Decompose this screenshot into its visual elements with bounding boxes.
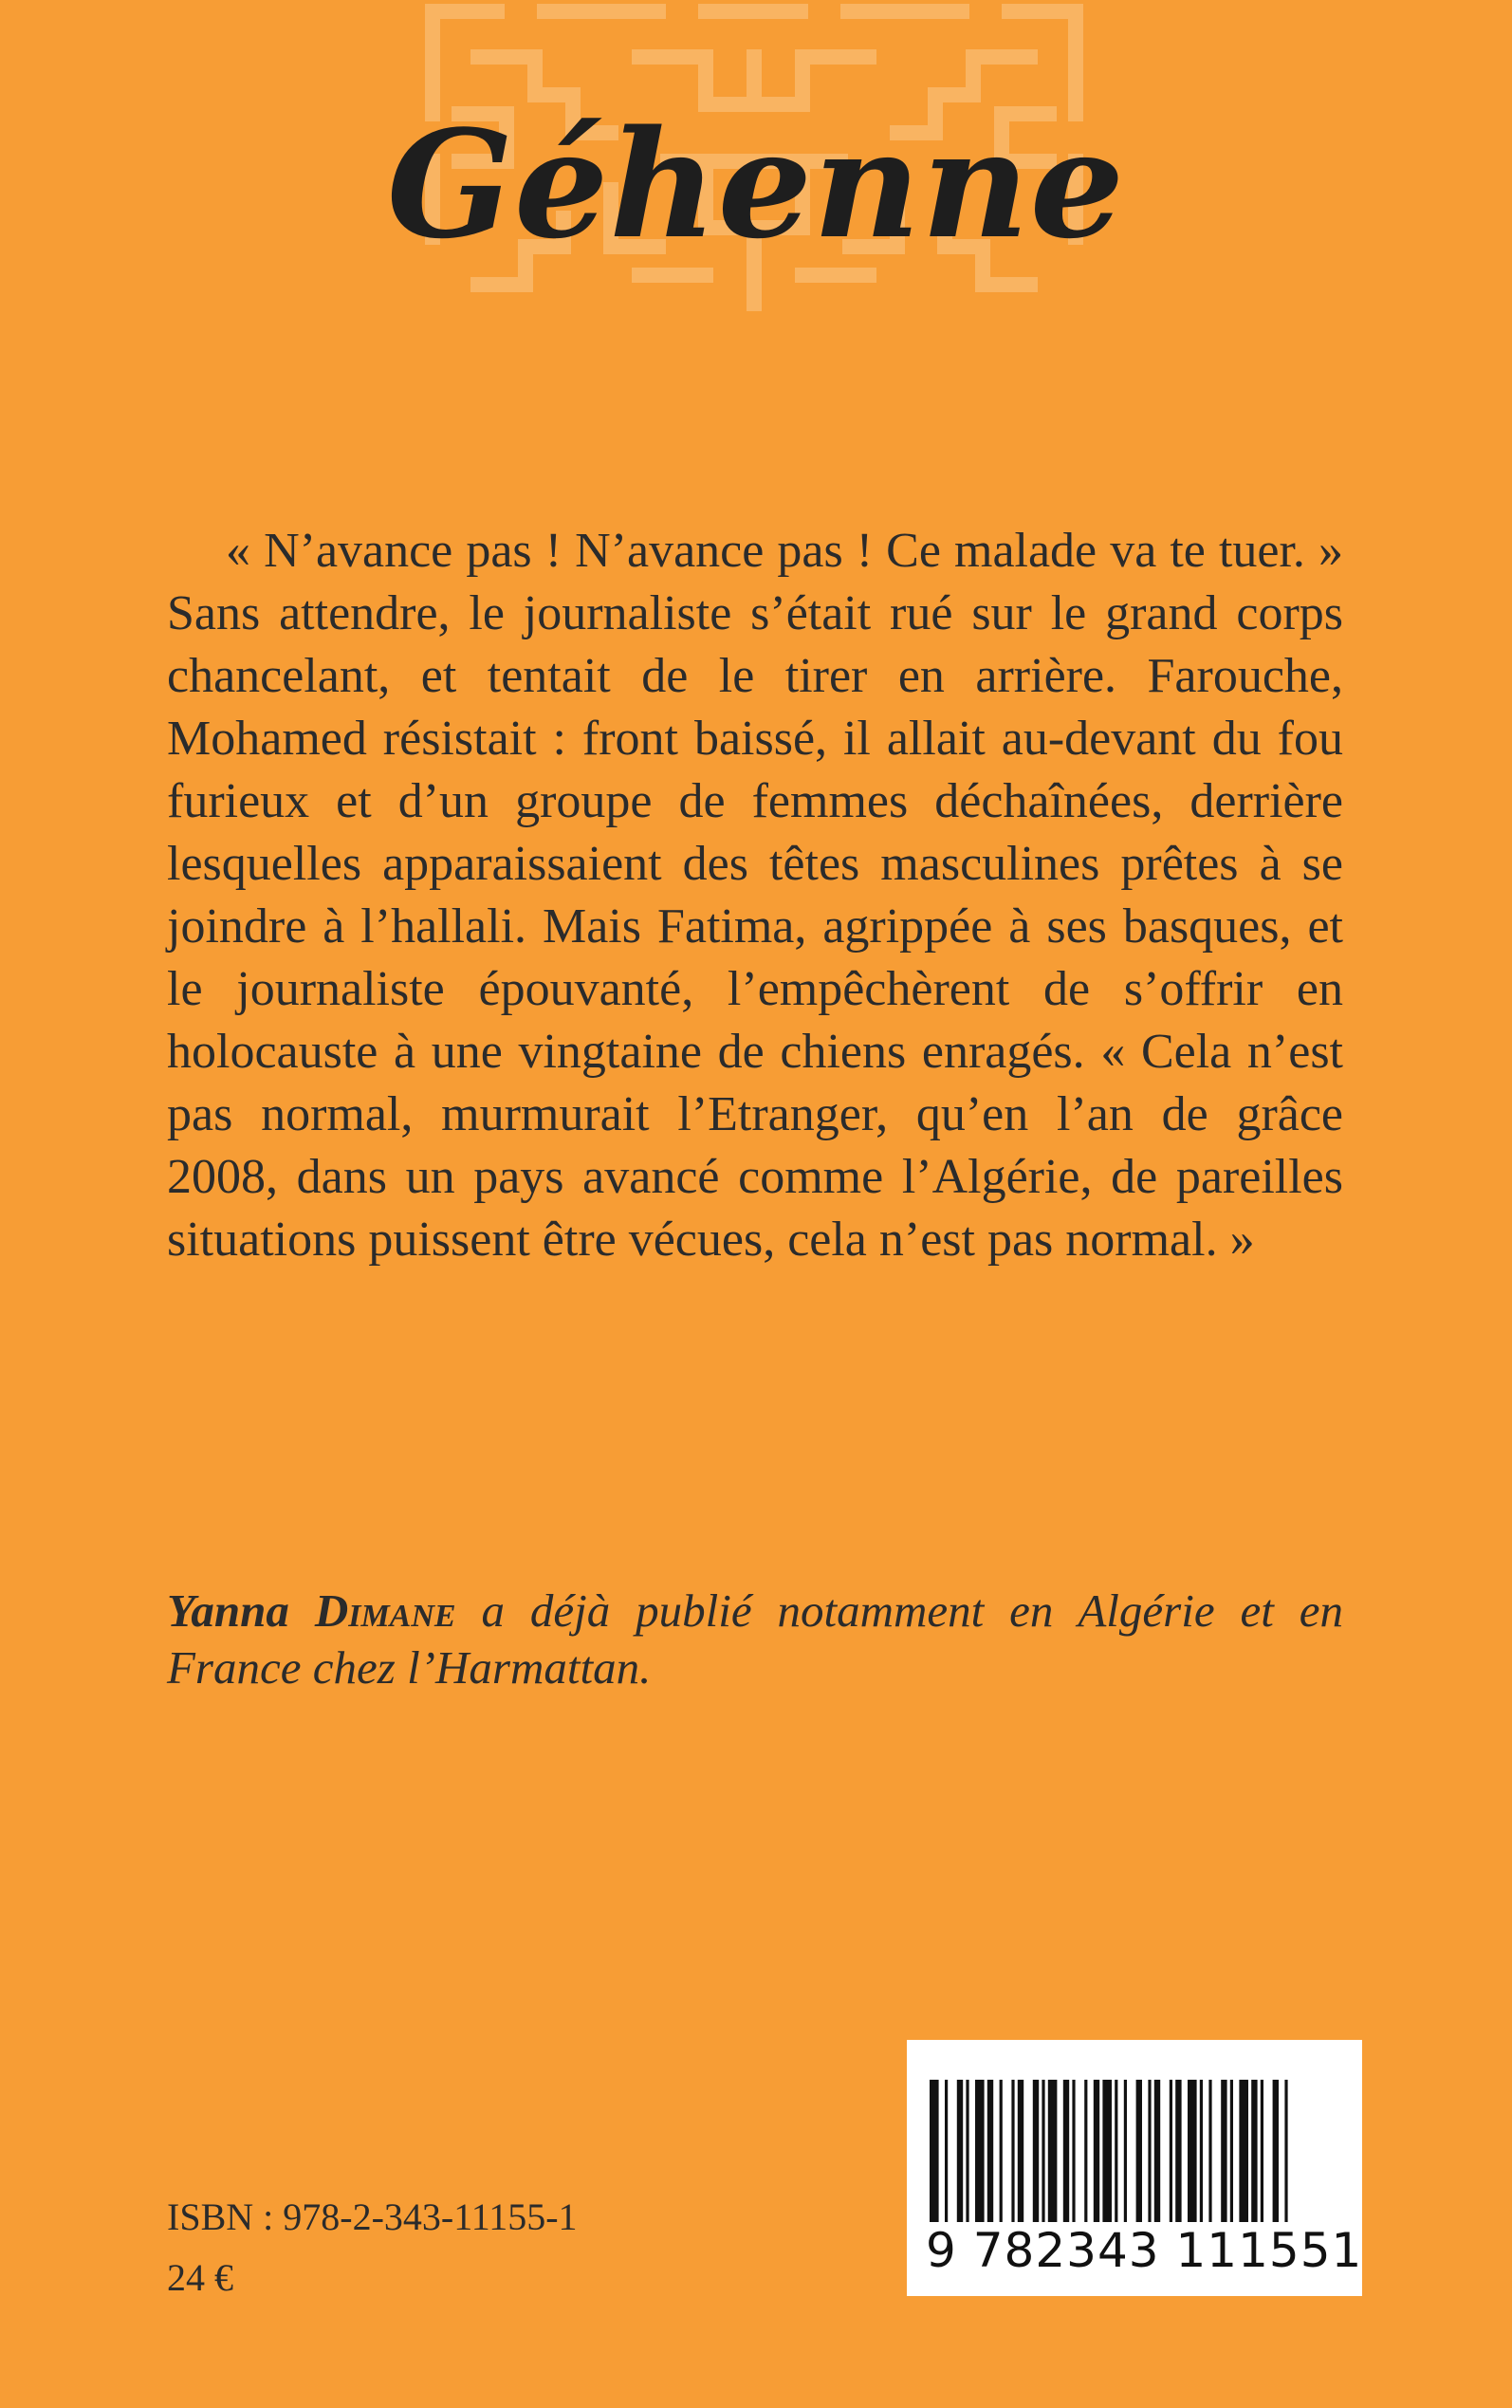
barcode-bar xyxy=(1072,2080,1075,2222)
barcode-bar xyxy=(1011,2080,1014,2222)
author-last-name: Dimane xyxy=(314,1584,456,1637)
author-bio xyxy=(167,1583,1343,1696)
barcode-bar xyxy=(1094,2080,1099,2222)
barcode-bar xyxy=(1018,2080,1023,2222)
barcode-bar xyxy=(1048,2080,1058,2222)
barcode xyxy=(907,2040,1362,2296)
barcode-bar xyxy=(1124,2080,1127,2222)
barcode-digits: 9 782343 111551 xyxy=(926,2223,1363,2278)
barcode-bar xyxy=(1148,2080,1151,2222)
barcode-bar xyxy=(1000,2080,1003,2222)
barcode-bar xyxy=(975,2080,985,2222)
isbn-number: ISBN : 978-2-343-11155-1 xyxy=(167,2195,578,2238)
barcode-bar xyxy=(1200,2080,1203,2222)
barcode-bar xyxy=(1175,2080,1181,2222)
barcode-bar xyxy=(1230,2080,1233,2222)
barcode-bar xyxy=(1170,2080,1172,2222)
barcode-bar xyxy=(1251,2080,1257,2222)
barcode-bar xyxy=(987,2080,993,2222)
barcode-bar xyxy=(1042,2080,1044,2222)
barcode-bar xyxy=(1154,2080,1160,2222)
barcode-bar xyxy=(930,2080,939,2222)
back-cover-blurb: « N’avance pas ! N’avance pas ! Ce malade va te tuer. » Sans attendre, le journaliste s’était rué sur le grand corps chancelant, et tentait de le tirer en arrière. Farouche, Mohamed résistait : front baissé, il allait au-devant du fou furieux et d’un groupe de femmes déchaînées, derrière lesquelles apparaissaient des têtes masculines prêtes à se joindre à l’hallali. Mais Fatima, agrippée à ses basques, et le journaliste épouvanté, l’empêchèrent de s’offrir en holocauste à une vingtaine de chiens enragés. « Cela n’est pas normal, murmurait l’Etranger, qu’en l’an de grâce 2008, dans un pays avancé comme l’Algérie, de pareilles situations puissent être vécues, cela n’est pas normal. » xyxy=(167,524,1343,1267)
barcode-bar xyxy=(957,2080,963,2222)
price: 24 € xyxy=(167,2256,233,2299)
barcode-bar xyxy=(1102,2080,1112,2222)
barcode-bar xyxy=(1063,2080,1069,2222)
barcode-bar xyxy=(1221,2080,1226,2222)
barcode-bar xyxy=(1115,2080,1117,2222)
barcode-bar xyxy=(1261,2080,1263,2222)
barcode-bar xyxy=(1284,2080,1287,2222)
barcode-bar xyxy=(1208,2080,1211,2222)
barcode-bar xyxy=(1188,2080,1197,2222)
barcode-bar xyxy=(1239,2080,1248,2222)
barcode-bar xyxy=(1084,2080,1087,2222)
barcode-bar xyxy=(966,2080,968,2222)
book-title: Géhenne xyxy=(386,98,1126,271)
barcode-bar xyxy=(1136,2080,1142,2222)
barcode-bar xyxy=(1033,2080,1039,2222)
author-first-name: Yanna xyxy=(167,1584,289,1637)
barcode-icon xyxy=(926,2080,1343,2222)
barcode-bar xyxy=(945,2080,948,2222)
author-note: a déjà publié notamment en Algérie et en France chez l’Harmattan. xyxy=(167,1584,1343,1694)
barcode-bar xyxy=(1273,2080,1279,2222)
